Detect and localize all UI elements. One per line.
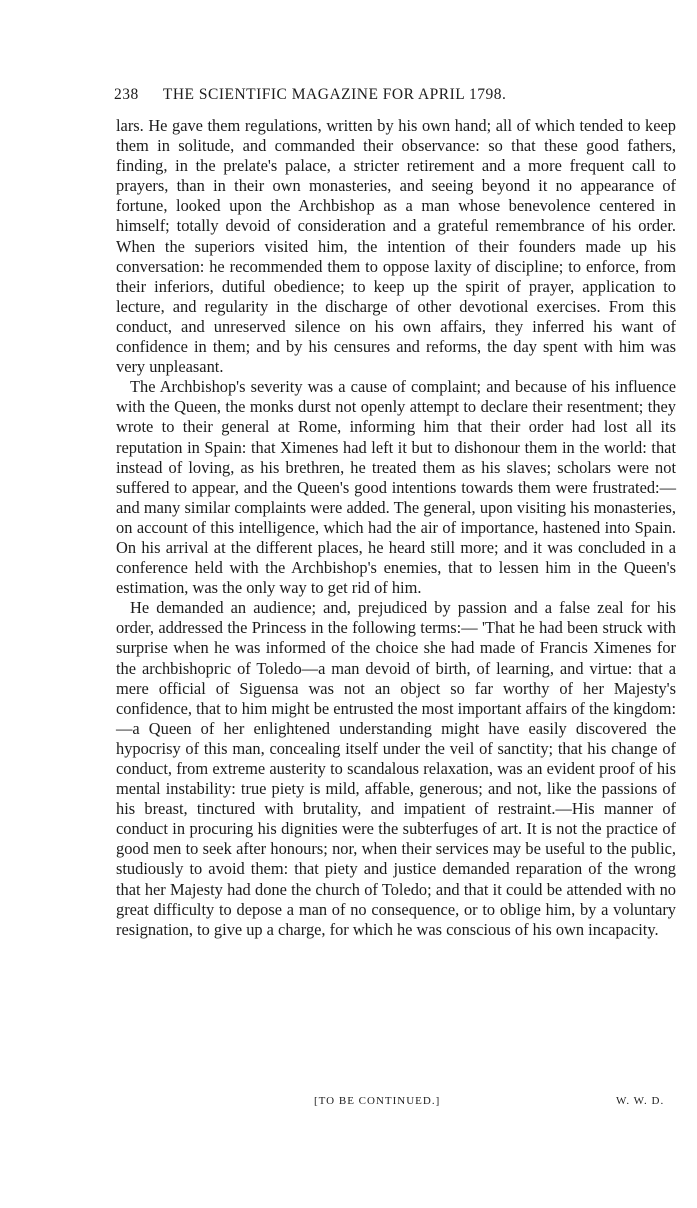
running-title: THE SCIENTIFIC MAGAZINE FOR APRIL 1798. xyxy=(162,86,507,103)
paragraph: He demanded an audience; and, prejudiced by passion and a false zeal for his order, addressed the Princess in the following terms:— 'That he had been struck with surprise when he was informed of the choice she had made of Francis Ximenes for the archbishopric of Toledo—a man devoid of birth, of learning, and virtue: that a mere official of Siguensa was not an object so far worthy of her Majesty's confidence, that to him might be entrusted the most important affairs of the kingdom:—a Queen of her enlightened understanding might have easily discovered the hypocrisy of this man, concealing itself under the veil of sanctity; that his change of conduct, from extreme austerity to scandalous relaxation, was an evident proof of his mental instability: true piety is mild, affable, generous; and not, like the passions of his breast, tinctured with brutality, and impatient of restraint.—His manner of conduct in procuring his dignities were the subterfuges of art. It is not the practice of good men to seek after honours; nor, when their services may be useful to the public, studiously to avoid them: that piety and justice demanded reparation of the wrong that her Majesty had done the church of Toledo; and that it could be attended with no great difficulty to depose a man of no consequence, or to oblige him, by a voluntary resignation, to give up a charge, for which he was conscious of his own incapacity. xyxy=(116,598,676,939)
page-footer xyxy=(0,1095,697,1115)
continued-note: [TO BE CONTINUED.] xyxy=(314,1095,441,1107)
running-header xyxy=(114,86,594,104)
paragraph: The Archbishop's severity was a cause of complaint; and because of his influence with the Queen, the monks durst not openly attempt to declare their resentment; they wrote to their general at Rome, informing him that their order had lost all its reputation in Spain: that Ximenes had left it but to dishonour them in the world: that instead of loving, as his brethren, he treated them as his slaves; scholars were not suffered to appear, and the Queen's good intentions towards them were frustrated:—and many similar complaints were added. The general, upon visiting his monasteries, on account of this intelligence, which had the air of importance, hastened into Spain. On his arrival at the different places, he heard still more; and it was concluded in a conference held with the Archbishop's enemies, that to lessen him in the Queen's estimation, was the only way to get rid of him. xyxy=(116,377,676,598)
author-signature: W. W. D. xyxy=(616,1095,665,1107)
page-number: 238 xyxy=(114,86,139,103)
paragraph: lars. He gave them regulations, written by his own hand; all of which tended to keep them in solitude, and commanded their observance: so that these good fathers, finding, in the prelate's palace, a stricter retirement and a more frequent call to prayers, than in their own monasteries, and seeing beyond it no appearance of fortune, looked upon the Archbishop as a man whose benevolence centered in himself; totally devoid of consideration and a grateful remembrance of his order. When the superiors visited him, the intention of their founders made up his conversation: he recommended them to oppose laxity of discipline; to enforce, from their inferiors, dutiful obedience; to keep up the spirit of prayer, application to lecture, and regularity in the discharge of other devotional exercises. From this conduct, and unreserved silence on his own affairs, they inferred his want of confidence in them; and by his censures and reforms, the day spent with him was very unpleasant. xyxy=(116,116,676,377)
article-body xyxy=(116,116,676,940)
